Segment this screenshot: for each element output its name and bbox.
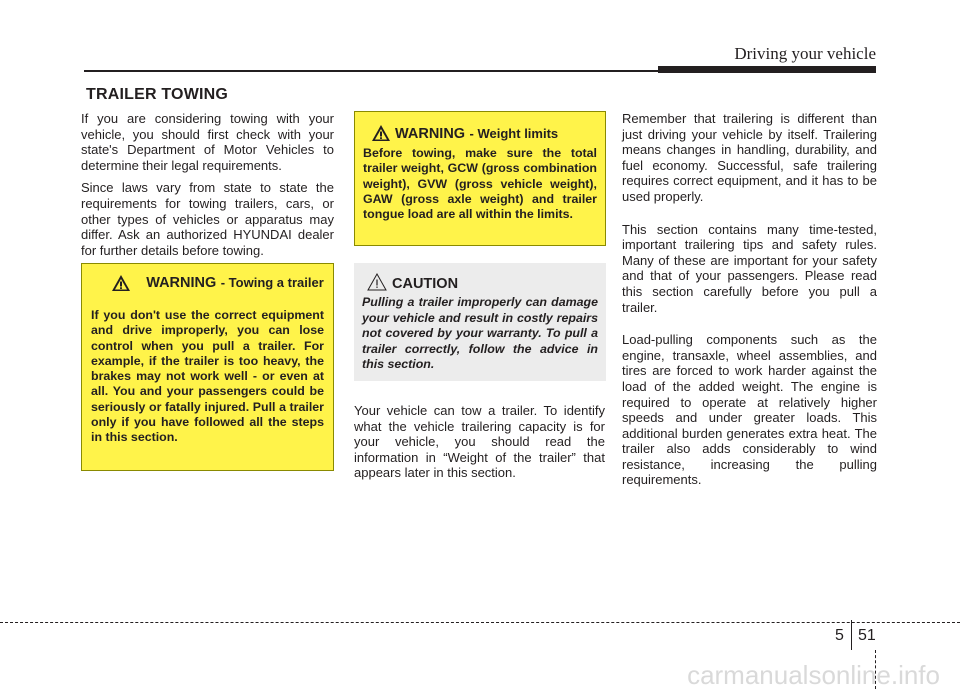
page-number: 51 bbox=[858, 627, 876, 644]
page-number-divider bbox=[851, 620, 852, 650]
warning-label: WARNING bbox=[146, 275, 217, 291]
warning-box-weight-limits bbox=[354, 111, 606, 246]
chapter-number: 5 bbox=[835, 627, 844, 644]
warning-triangle-icon bbox=[371, 124, 391, 142]
caution-box bbox=[354, 263, 606, 381]
warning-triangle-icon bbox=[111, 274, 131, 292]
footer-rule bbox=[0, 622, 960, 623]
header-rule-thick bbox=[658, 66, 876, 73]
column-3 bbox=[622, 111, 877, 505]
watermark: carmanualsonline.info bbox=[687, 660, 940, 690]
paragraph: Since laws vary from state to state the requirements for towing trailers, cars, or other types of vehicles or apparatus may differ. Ask an authorized HYUNDAI dealer for further details before towing. bbox=[81, 180, 334, 258]
header-rule bbox=[84, 70, 664, 72]
paragraph: This section contains many time-tested, important trailering tips and safety rules. Many of these are important for your safety and that of your passengers. Please read this section carefully before you pull a trailer. bbox=[622, 221, 877, 315]
column-2 bbox=[354, 403, 605, 488]
caution-label: CAUTION bbox=[392, 276, 459, 292]
paragraph: Remember that trailering is different than just driving your vehicle by itself. Trailering means changes in handling, durability, and fuel economy. Successful, safe trailering requires correct equipment, and it has to be used properly. bbox=[622, 111, 877, 204]
warning-text: If you don't use the correct equipment and drive improperly, you can lose control when you pull a trailer. For example, if the trailer is too heavy, the brakes may not work well - or even at all. You and your passengers could be seriously or fatally injured. Pull a trailer only if you have followed all the steps in this section. bbox=[91, 308, 324, 445]
page-title: TRAILER TOWING bbox=[86, 86, 229, 103]
warning-label: WARNING bbox=[395, 126, 466, 142]
caution-triangle-icon bbox=[367, 273, 387, 291]
warning-text: Before towing, make sure the total trailer weight, GCW (gross combination weight), GVW (gross vehicle weight), GAW (gross axle weight) and trailer tongue load are all within the limits. bbox=[363, 146, 597, 222]
section-header: Driving your vehicle bbox=[734, 44, 876, 63]
caution-text: Pulling a trailer improperly can damage your vehicle and result in costly repairs not covered by your warranty. To pull a trailer correctly, follow the advice in this section. bbox=[362, 295, 598, 372]
paragraph: Load-pulling components such as the engine, transaxle, wheel assemblies, and tires are forced to work harder against the load of the added weight. The engine is required to operate at relatively higher speeds and under greater loads. This additional burden generates extra heat. The trailer also adds considerably to wind resistance, increasing the pulling requirements. bbox=[622, 332, 877, 488]
column-1 bbox=[81, 111, 334, 265]
paragraph: Your vehicle can tow a trailer. To identify what the vehicle trailering capacity is for your vehicle, you should read the information in “Weight of the trailer” that appears later in this section. bbox=[354, 403, 605, 481]
warning-box-towing bbox=[81, 263, 334, 471]
paragraph: If you are considering towing with your vehicle, you should first check with your state's Department of Motor Vehicles to determine their legal requirements. bbox=[81, 111, 334, 173]
warning-subtitle: - Towing a trailer bbox=[220, 275, 324, 290]
warning-subtitle: - Weight limits bbox=[469, 126, 559, 141]
